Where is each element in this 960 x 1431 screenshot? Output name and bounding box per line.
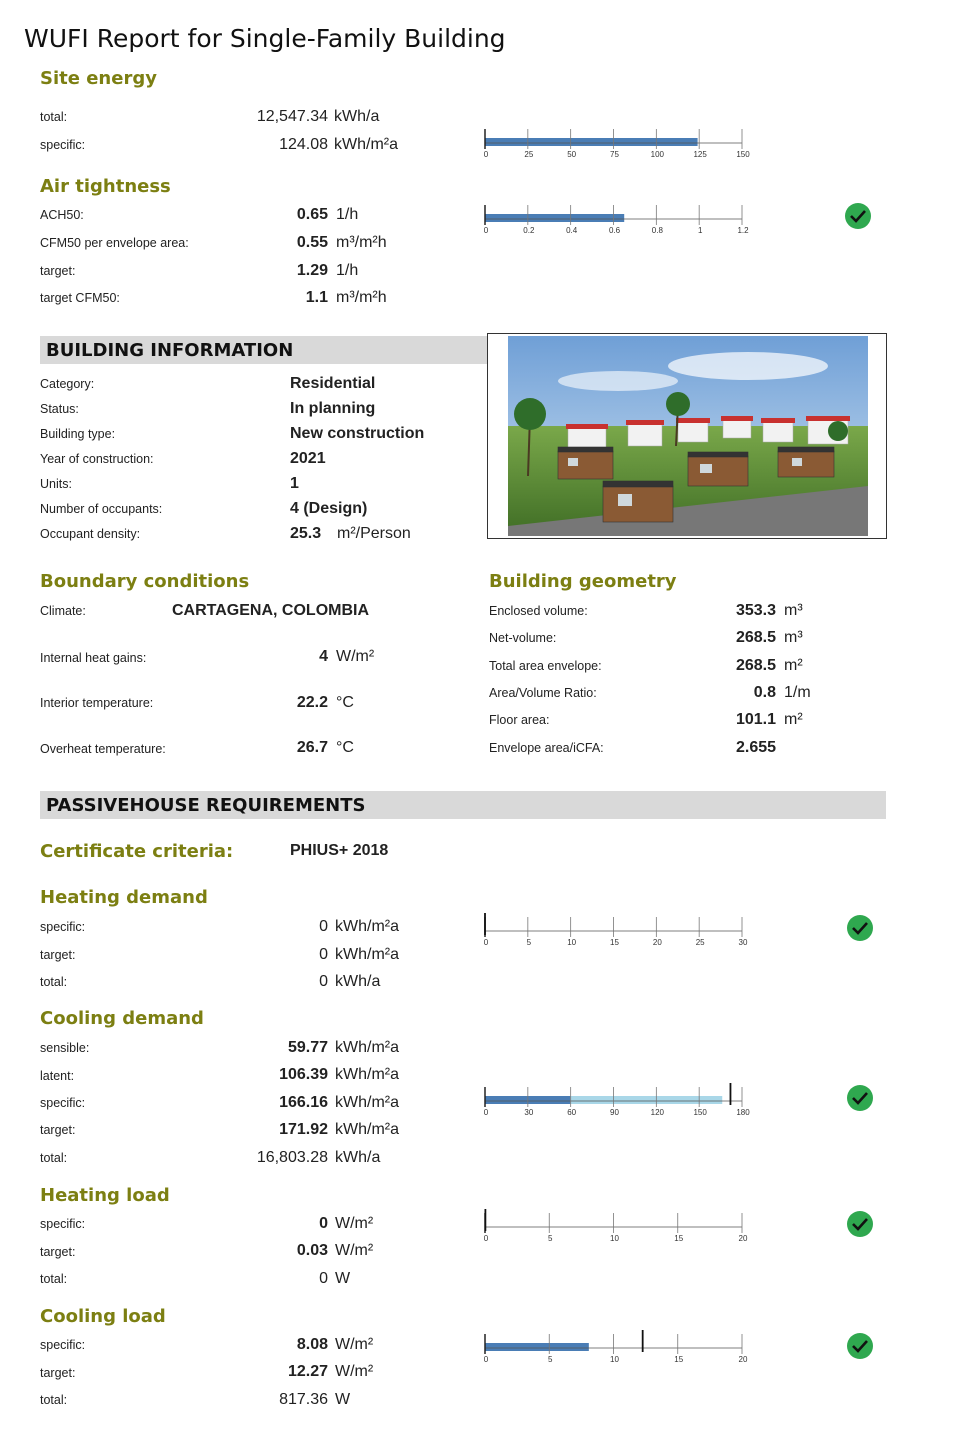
hd-target-value: 0 — [319, 946, 328, 963]
cooling-demand-check-icon — [846, 1084, 874, 1112]
air-tightness-tick-label-0: 0 — [483, 226, 489, 235]
hl-target-label: target: — [40, 1245, 76, 1259]
cd-sensible-label: sensible: — [40, 1041, 90, 1055]
cl-total-value: 817.36 — [279, 1391, 328, 1408]
heating-demand-tick-label-1: 5 — [526, 938, 532, 947]
cooling-load-chart — [480, 1329, 755, 1369]
cooling-demand-heading: Cooling demand — [40, 1008, 204, 1029]
cd-sensible-value: 59.77 — [287, 1039, 328, 1056]
cooling-demand-tick-label-3: 90 — [610, 1108, 619, 1117]
certificate-criteria-label: Certificate criteria: — [40, 841, 234, 862]
hl-target-value: 0.03 — [296, 1242, 328, 1259]
bi-building-type-label: Building type: — [40, 427, 116, 441]
site-energy-total-unit: kWh/a — [334, 108, 380, 125]
certificate-criteria-value: PHIUS+ 2018 — [290, 842, 389, 859]
hd-specific-value: 0 — [319, 918, 328, 935]
site-energy-specific-unit: kWh/m²a — [334, 136, 398, 153]
cooling-load-tick-label-0: 0 — [483, 1355, 489, 1364]
bg-enclosed-volume-value: 353.3 — [735, 602, 776, 619]
bi-occupants-label: Number of occupants: — [40, 502, 163, 516]
cl-target-value: 12.27 — [287, 1363, 328, 1380]
site-energy-tick-label-5: 125 — [693, 150, 707, 159]
hl-total-unit: W — [335, 1270, 351, 1287]
bg-av-ratio-label: Area/Volume Ratio: — [489, 686, 597, 700]
air-ach50-value: 0.65 — [296, 206, 328, 223]
hd-specific-unit: kWh/m²a — [335, 918, 399, 935]
cd-target-unit: kWh/m²a — [335, 1121, 399, 1138]
air-tightness-chart — [480, 200, 755, 240]
cd-specific-unit: kWh/m²a — [335, 1094, 399, 1111]
air-tightness-tick-label-6: 1.2 — [737, 226, 749, 235]
bc-interior-temp-label: Interior temperature: — [40, 696, 154, 710]
cooling-load-tick-label-3: 15 — [674, 1355, 684, 1364]
building-photo — [487, 333, 887, 539]
cl-specific-unit: W/m² — [335, 1336, 374, 1353]
cd-specific-label: specific: — [40, 1096, 86, 1110]
building-render-image — [508, 336, 868, 536]
bi-units-label: Units: — [40, 477, 72, 491]
bg-net-volume-unit: m³ — [784, 629, 803, 646]
site-energy-tick-label-4: 100 — [650, 150, 665, 159]
heating-demand-tick-label-2: 10 — [567, 938, 577, 947]
site-energy-heading: Site energy — [40, 68, 157, 89]
cd-specific-value: 166.16 — [279, 1094, 328, 1111]
hl-total-label: total: — [40, 1272, 68, 1286]
cooling-demand-tick-label-1: 30 — [524, 1108, 534, 1117]
air-target-unit: 1/h — [336, 262, 359, 279]
bg-floor-area-unit: m² — [784, 711, 803, 728]
hl-total-value: 0 — [319, 1270, 328, 1287]
bc-heat-gains-label: Internal heat gains: — [40, 651, 147, 665]
heating-load-tick-label-2: 10 — [610, 1234, 619, 1243]
bi-units-value: 1 — [290, 475, 299, 492]
cl-specific-value: 8.08 — [296, 1336, 328, 1353]
bi-status-value: In planning — [290, 400, 376, 417]
bc-overheat-temp-value: 26.7 — [296, 739, 328, 756]
cd-latent-value: 106.39 — [279, 1066, 328, 1083]
heating-load-tick-label-3: 15 — [674, 1234, 684, 1243]
heating-demand-tick-label-3: 15 — [610, 938, 619, 947]
bc-overheat-temp-label: Overheat temperature: — [40, 742, 166, 756]
heating-demand-tick-label-0: 0 — [483, 938, 489, 947]
hd-target-unit: kWh/m²a — [335, 946, 399, 963]
cd-target-label: target: — [40, 1123, 76, 1137]
heating-demand-check-icon — [846, 914, 874, 942]
site-energy-total-value: 12,547.34 — [256, 108, 328, 125]
site-energy-chart — [480, 124, 755, 164]
bc-climate-label: Climate: — [40, 604, 86, 618]
air-tightness-tick-label-4: 0.8 — [651, 226, 663, 235]
bi-density-unit: m²/Person — [337, 525, 411, 542]
heating-demand-heading: Heating demand — [40, 887, 208, 908]
cd-total-unit: kWh/a — [335, 1149, 381, 1166]
site-energy-tick-label-1: 25 — [524, 150, 534, 159]
air-cfm50-label: CFM50 per envelope area: — [40, 236, 189, 250]
bg-av-ratio-unit: 1/m — [784, 684, 811, 701]
hd-specific-label: specific: — [40, 920, 86, 934]
cd-total-value: 16,803.28 — [256, 1149, 328, 1166]
cooling-load-tick-label-1: 5 — [548, 1355, 553, 1364]
site-energy-specific-value: 124.08 — [279, 136, 328, 153]
building-information-band — [40, 336, 487, 364]
bi-year-label: Year of construction: — [40, 452, 154, 466]
cooling-demand-tick-label-4: 120 — [650, 1108, 665, 1117]
air-target-cfm50-unit: m³/m²h — [336, 289, 387, 306]
passivehouse-band — [40, 791, 886, 819]
cd-sensible-unit: kWh/m²a — [335, 1039, 399, 1056]
passivehouse-heading: PASSIVEHOUSE REQUIREMENTS — [46, 795, 366, 816]
bg-envelope-icfa-label: Envelope area/iCFA: — [489, 741, 604, 755]
bg-enclosed-volume-unit: m³ — [784, 602, 803, 619]
bc-interior-temp-value: 22.2 — [296, 694, 328, 711]
cooling-demand-tick-label-0: 0 — [483, 1108, 489, 1117]
hd-total-value: 0 — [319, 973, 328, 990]
heating-demand-chart — [480, 912, 755, 952]
cl-specific-label: specific: — [40, 1338, 86, 1352]
hd-total-unit: kWh/a — [335, 973, 381, 990]
hd-total-label: total: — [40, 975, 68, 989]
bc-overheat-temp-unit: °C — [336, 739, 354, 756]
air-tightness-tick-label-2: 0.4 — [566, 226, 578, 235]
bg-net-volume-value: 268.5 — [735, 629, 776, 646]
bi-density-value: 25.3 — [290, 525, 322, 542]
site-energy-bar-0 — [485, 138, 698, 146]
air-tightness-tick-label-1: 0.2 — [523, 226, 535, 235]
air-tightness-bar-0 — [485, 214, 624, 222]
air-target-cfm50-value: 1.1 — [305, 289, 328, 306]
heating-load-tick-label-0: 0 — [483, 1234, 489, 1243]
bi-year-value: 2021 — [290, 450, 326, 467]
bg-enclosed-volume-label: Enclosed volume: — [489, 604, 588, 618]
bi-density-label: Occupant density: — [40, 527, 141, 541]
site-energy-tick-label-0: 0 — [483, 150, 489, 159]
building-geometry-heading: Building geometry — [489, 571, 677, 592]
cooling-load-tick-label-4: 20 — [738, 1355, 748, 1364]
air-tightness-tick-label-5: 1 — [697, 226, 703, 235]
cooling-load-tick-label-2: 10 — [610, 1355, 619, 1364]
cl-target-label: target: — [40, 1366, 76, 1380]
heating-demand-tick-label-4: 20 — [652, 938, 662, 947]
hl-target-unit: W/m² — [335, 1242, 374, 1259]
air-tightness-tick-label-3: 0.6 — [608, 226, 621, 235]
bi-occupants-value: 4 (Design) — [290, 500, 368, 517]
bg-total-area-unit: m² — [784, 657, 803, 674]
air-ach50-label: ACH50: — [40, 208, 84, 222]
bi-category-label: Category: — [40, 377, 95, 391]
cd-latent-unit: kWh/m²a — [335, 1066, 399, 1083]
hl-specific-label: specific: — [40, 1217, 86, 1231]
site-energy-tick-label-2: 50 — [567, 150, 577, 159]
heating-load-heading: Heating load — [40, 1185, 170, 1206]
building-information-heading: BUILDING INFORMATION — [46, 340, 294, 361]
air-tightness-check-icon — [844, 202, 872, 230]
bg-floor-area-value: 101.1 — [735, 711, 776, 728]
cl-total-unit: W — [335, 1391, 351, 1408]
cooling-load-heading: Cooling load — [40, 1306, 166, 1327]
heating-load-chart — [480, 1208, 755, 1248]
site-energy-specific-label: specific: — [40, 138, 86, 152]
site-energy-tick-label-6: 150 — [736, 150, 750, 159]
cooling-demand-tick-label-2: 60 — [567, 1108, 577, 1117]
bg-av-ratio-value: 0.8 — [753, 684, 776, 701]
cd-latent-label: latent: — [40, 1069, 75, 1083]
air-cfm50-unit: m³/m²h — [336, 234, 387, 251]
bg-total-area-label: Total area envelope: — [489, 659, 602, 673]
heating-demand-tick-label-6: 30 — [738, 938, 748, 947]
air-target-cfm50-label: target CFM50: — [40, 291, 120, 305]
bg-net-volume-label: Net-volume: — [489, 631, 557, 645]
cooling-demand-tick-label-5: 150 — [693, 1108, 707, 1117]
bi-category-value: Residential — [290, 375, 376, 392]
bi-building-type-value: New construction — [290, 425, 425, 442]
air-target-label: target: — [40, 264, 76, 278]
hl-specific-unit: W/m² — [335, 1215, 374, 1232]
bc-interior-temp-unit: °C — [336, 694, 354, 711]
cooling-load-bar-0 — [485, 1343, 589, 1351]
cd-total-label: total: — [40, 1151, 68, 1165]
cooling-demand-chart — [480, 1082, 755, 1122]
site-energy-tick-label-3: 75 — [610, 150, 619, 159]
heating-load-tick-label-4: 20 — [738, 1234, 748, 1243]
report-title: WUFI Report for Single-Family Building — [24, 24, 506, 53]
cooling-load-check-icon — [846, 1332, 874, 1360]
bg-envelope-icfa-value: 2.655 — [736, 739, 777, 756]
hd-target-label: target: — [40, 948, 76, 962]
cd-target-value: 171.92 — [279, 1121, 328, 1138]
heating-demand-tick-label-5: 25 — [695, 938, 705, 947]
air-tightness-heading: Air tightness — [40, 176, 171, 197]
bi-status-label: Status: — [40, 402, 79, 416]
heating-load-tick-label-1: 5 — [548, 1234, 553, 1243]
bc-heat-gains-unit: W/m² — [336, 648, 375, 665]
boundary-conditions-heading: Boundary conditions — [40, 571, 250, 592]
air-target-value: 1.29 — [296, 262, 328, 279]
cooling-demand-tick-label-6: 180 — [736, 1108, 750, 1117]
heating-load-check-icon — [846, 1210, 874, 1238]
air-cfm50-value: 0.55 — [296, 234, 328, 251]
site-energy-total-label: total: — [40, 110, 68, 124]
bg-total-area-value: 268.5 — [735, 657, 776, 674]
air-ach50-unit: 1/h — [336, 206, 359, 223]
cl-target-unit: W/m² — [335, 1363, 374, 1380]
bg-floor-area-label: Floor area: — [489, 713, 550, 727]
hl-specific-value: 0 — [319, 1215, 328, 1232]
bc-climate-value: CARTAGENA, COLOMBIA — [172, 602, 370, 619]
bc-heat-gains-value: 4 — [319, 648, 328, 665]
cl-total-label: total: — [40, 1393, 68, 1407]
